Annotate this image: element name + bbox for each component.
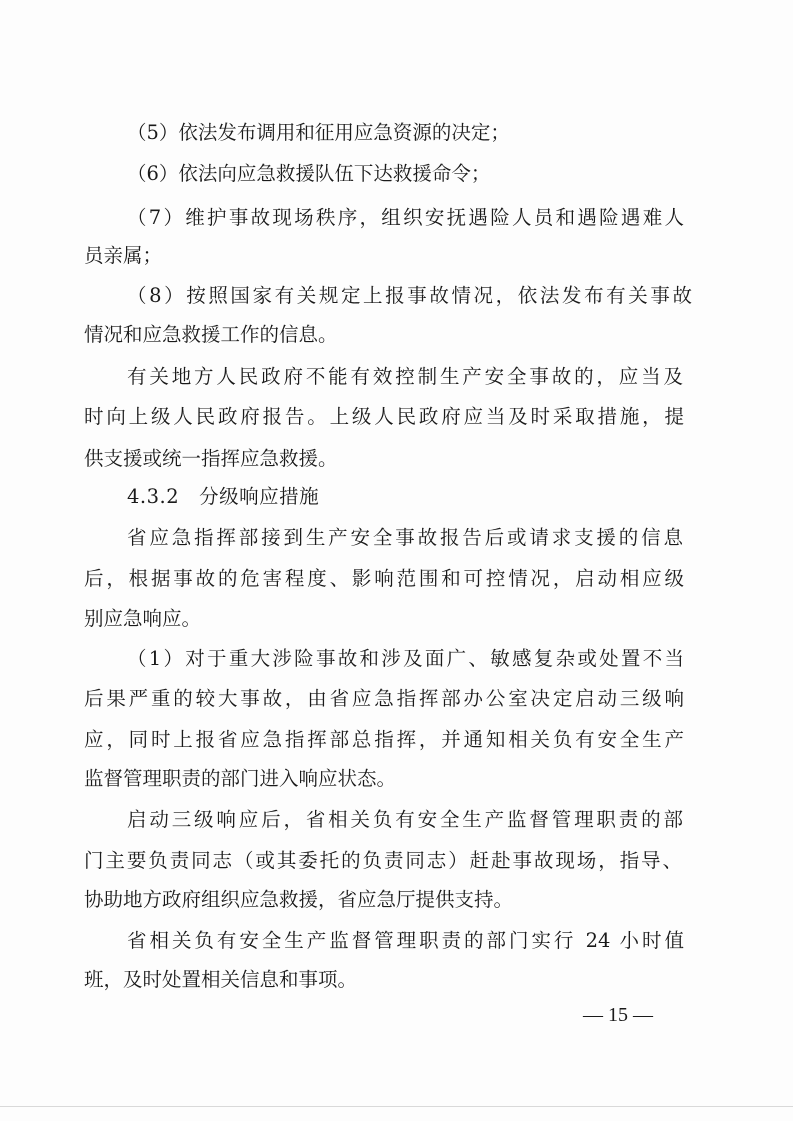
text-line-item-6: （6）依法向应急救援队伍下达救援命令； xyxy=(127,162,491,185)
text-line-paragraph-2-cont-2: 别应急响应。 xyxy=(84,607,202,630)
text-line-paragraph-1-cont-1: 时向上级人民政府报告。上级人民政府应当及时采取措施，提 xyxy=(84,405,684,428)
section-heading-4-3-2: 4.3.2 分级响应措施 xyxy=(127,485,320,508)
text-line-paragraph-2-cont-1: 后，根据事故的危害程度、影响范围和可控情况，启动相应级 xyxy=(84,567,684,590)
text-line-item-1-cont-1: 后果严重的较大事故，由省应急指挥部办公室决定启动三级响 xyxy=(84,687,684,710)
text-line-item-1-cont-2: 应，同时上报省应急指挥部总指挥，并通知相关负有安全生产 xyxy=(84,728,684,751)
text-line-paragraph-1-cont-2: 供支援或统一指挥应急救援。 xyxy=(84,447,338,470)
text-line-item-1-cont-3: 监督管理职责的部门进入响应状态。 xyxy=(84,767,397,790)
text-line-item-1: （1）对于重大涉险事故和涉及面广、敏感复杂或处置不当 xyxy=(127,647,684,670)
text-line-paragraph-4-cont: 班，及时处置相关信息和事项。 xyxy=(84,968,358,991)
text-line-item-8-cont: 情况和应急救援工作的信息。 xyxy=(84,323,338,346)
text-line-paragraph-2: 省应急指挥部接到生产安全事故报告后或请求支援的信息 xyxy=(127,526,683,549)
page-edge-rule xyxy=(0,1106,793,1107)
text-line-item-5: （5）依法发布调用和征用应急资源的决定； xyxy=(127,121,510,144)
text-line-item-7-cont: 员亲属； xyxy=(84,244,163,267)
text-line-item-8: （8）按照国家有关规定上报事故情况，依法发布有关事故 xyxy=(127,284,692,307)
text-line-paragraph-1: 有关地方人民政府不能有效控制生产安全事故的，应当及 xyxy=(127,365,683,388)
text-line-paragraph-3: 启动三级响应后，省相关负有安全生产监督管理职责的部 xyxy=(127,808,683,831)
text-line-paragraph-4: 省相关负有安全生产监督管理职责的部门实行 24 小时值 xyxy=(127,929,684,952)
page-number: — 15 — xyxy=(583,1004,653,1026)
text-line-paragraph-3-cont-2: 协助地方政府组织应急救援，省应急厅提供支持。 xyxy=(84,888,514,911)
text-line-paragraph-3-cont-1: 门主要负责同志（或其委托的负责同志）赶赴事故现场，指导、 xyxy=(84,849,682,872)
text-line-item-7: （7）维护事故现场秩序，组织安抚遇险人员和遇险遇难人 xyxy=(127,206,684,229)
